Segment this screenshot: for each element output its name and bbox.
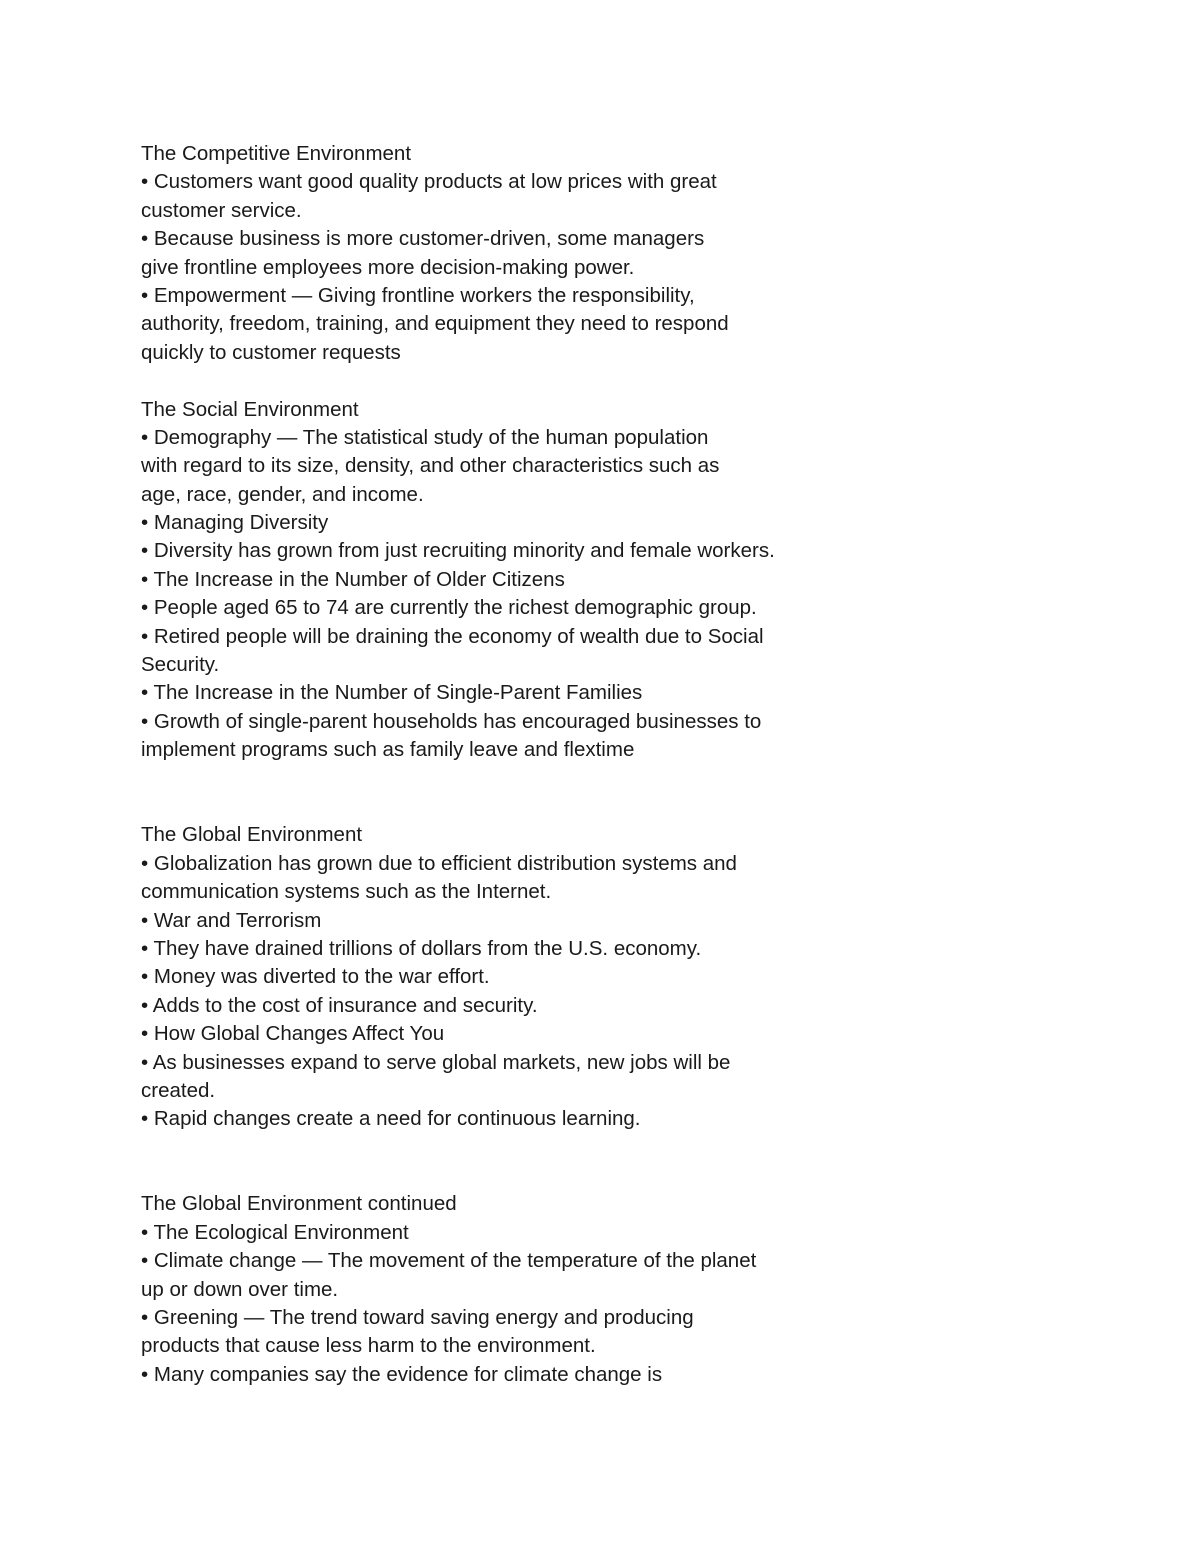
text-line: • How Global Changes Affect You xyxy=(141,1022,445,1046)
text-line: • Empowerment — Giving frontline workers the responsibility, xyxy=(141,283,695,307)
section-heading: The Global Environment continued xyxy=(141,1192,457,1216)
text-line: • The Ecological Environment xyxy=(141,1220,409,1244)
text-line: implement programs such as family leave and flextime xyxy=(141,738,635,762)
text-line: • Globalization has grown due to efficient distribution systems and xyxy=(141,851,737,875)
text-line: age, race, gender, and income. xyxy=(141,482,424,506)
text-line: • People aged 65 to 74 are currently the richest demographic group. xyxy=(141,596,757,620)
section-spacer xyxy=(141,1134,841,1191)
text-line: created. xyxy=(141,1078,216,1102)
section-spacer xyxy=(141,367,841,395)
text-line: • As businesses expand to serve global markets, new jobs will be xyxy=(141,1050,731,1074)
text-line: authority, freedom, training, and equipment they need to respond xyxy=(141,312,729,336)
text-line: • Climate change — The movement of the temperature of the planet xyxy=(141,1249,757,1273)
text-line: • Greening — The trend toward saving energy and producing xyxy=(141,1306,694,1330)
section-heading: The Social Environment xyxy=(141,397,359,421)
text-line: up or down over time. xyxy=(141,1277,339,1301)
text-line: • War and Terrorism xyxy=(141,908,322,932)
text-line: • Customers want good quality products at low prices with great xyxy=(141,170,717,194)
text-line: customer service. xyxy=(141,198,302,222)
text-line: • Diversity has grown from just recruiting minority and female workers. xyxy=(141,539,775,563)
text-line: • Because business is more customer-driven, some managers xyxy=(141,227,705,251)
text-line: quickly to customer requests xyxy=(141,340,401,364)
text-line: • Money was diverted to the war effort. xyxy=(141,965,490,989)
text-line: • They have drained trillions of dollars from the U.S. economy. xyxy=(141,936,702,960)
text-line: • Adds to the cost of insurance and security. xyxy=(141,993,538,1017)
section-heading: The Competitive Environment xyxy=(141,142,412,165)
text-line: • Rapid changes create a need for continuous learning. xyxy=(141,1107,641,1131)
text-line: with regard to its size, density, and other characteristics such as xyxy=(141,454,720,478)
document-body xyxy=(141,140,841,1389)
text-line: • Growth of single-parent households has encouraged businesses to xyxy=(141,709,762,733)
text-line: give frontline employees more decision-making power. xyxy=(141,255,635,279)
text-line: • Retired people will be draining the economy of wealth due to Social xyxy=(141,624,764,648)
text-line: • Many companies say the evidence for climate change is xyxy=(141,1362,663,1386)
text-line: • Demography — The statistical study of the human population xyxy=(141,425,709,449)
text-line: products that cause less harm to the environment. xyxy=(141,1334,596,1358)
text-line: Security. xyxy=(141,653,220,677)
text-line: • Managing Diversity xyxy=(141,511,329,535)
text-line: communication systems such as the Internet. xyxy=(141,880,552,904)
section-heading: The Global Environment xyxy=(141,823,363,847)
text-line: • The Increase in the Number of Older Citizens xyxy=(141,567,565,591)
text-line: • The Increase in the Number of Single-Parent Families xyxy=(141,681,643,705)
section-spacer xyxy=(141,765,841,822)
